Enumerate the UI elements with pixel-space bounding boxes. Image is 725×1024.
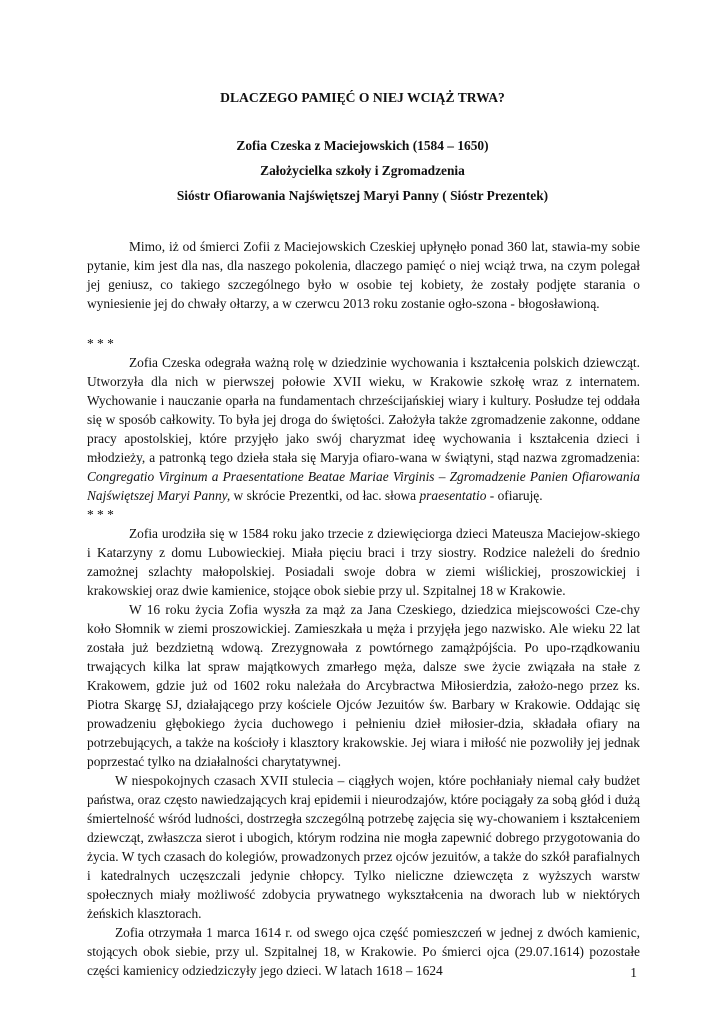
- paragraph-3: Zofia urodziła się w 1584 roku jako trzecie z dziewięciorga dzieci Mateusza Maciejow-skiego i Katarzyny z domu Lubowieckiej. Miała pięciu braci i trzy siostry. Rodzice należeli do średnio zamożnej szlachty małopolskiej. Posiadali swoje dobra w ziemi wiślickiej, proszowickiej i krakowskiej oraz dwie kamienice, stojące obok siebie przy ul. Szpitalnej 18 w Krakowie.: [87, 526, 640, 598]
- paragraph-2-text-c: - ofiaruję.: [486, 488, 543, 503]
- subtitle-line-1: Zofia Czeska z Maciejowskich (1584 – 1650): [236, 138, 489, 153]
- paragraph-2: [87, 353, 640, 505]
- subtitle-line-2: Założycielka szkoły i Zgromadzenia: [260, 163, 465, 178]
- document-title: DLACZEGO PAMIĘĆ O NIEJ WCIĄŻ TRWA?: [220, 90, 505, 105]
- page-number: 1: [630, 965, 637, 980]
- paragraph-6: Zofia otrzymała 1 marca 1614 r. od swego ojca część pomieszczeń w jednej z dwóch kamienic, stojących obok siebie, przy ul. Szpitalnej 18, w Krakowie. Po śmierci ojca (29.07.1614) pozostałe części kamienicy odziedziczyły jego dzieci. W latach 1618 – 1624: [87, 925, 640, 978]
- main-section: [87, 334, 640, 980]
- separator-2: * * *: [87, 507, 114, 522]
- subtitle-line-3: Sióstr Ofiarowania Najświętszej Maryi Panny ( Sióstr Prezentek): [176, 188, 549, 203]
- intro-section: [87, 237, 640, 313]
- paragraph-2-latin-name: Congregatio Virginum a Praesentatione Beatae Mariae Virginis – Zgromadzenie Panien Ofiarowania Najświętszej Maryi Panny,: [87, 469, 640, 503]
- paragraph-4: W 16 roku życia Zofia wyszła za mąż za Jana Czeskiego, dziedzica miejscowości Cze-chy koło Słomnik w ziemi proszowickiej. Zamieszkała u męża i przyjęła jego nazwisko. Ale wieku 22 lat została już bezdzietną wdową. Zrezygnowała z powtórnego zamążpójścia. Po upo-rządkowaniu trwających kilka lat spraw majątkowych zmarłego męża, dalsze swe życie związała na stałe z Krakowem, gdzie już od 1602 roku należała do Arcybractwa Miłosierdzia, założo-nego przez ks. Piotra Skargę SJ, działającego przy kościele Ojców Jezuitów św. Barbary w Krakowie. Oddając się prowadzeniu głębokiego życia duchowego i pełnieniu dzieł miłosier-dzia, składała ofiary na potrzebujących, a także na kościoły i klasztory krakowskie. Jej wiara i miłość nie pozwoliły jej jednak poprzestać tylko na działalności charytatywnej.: [87, 602, 640, 769]
- paragraph-5: W niespokojnych czasach XVII stulecia – ciągłych wojen, które pochłaniały niemal cały budżet państwa, oraz często nawiedzających kraj epidemii i nieurodzajów, które pociągały za sobą głód i dużą śmiertelność wśród ludności, dostrzegła szczególną potrzebę zajęcia się wy-chowaniem i kształceniem dziewcząt, zwłaszcza sierot i ubogich, którym rodzina nie mogła zapewnić dobrego przygotowania do życia. W tych czasach do kolegiów, prowadzonych przez ojców jezuitów, a także do szkół parafialnych i katedralnych uczęszczali jedynie chłopcy. Tylko nieliczne dziewczęta z wyższych warstw społecznych miały możliwość zdobycia prywatnego wykształcenia na dworach lub w niektórych żeńskich klasztorach.: [87, 773, 640, 921]
- intro-paragraph: Mimo, iż od śmierci Zofii z Maciejowskich Czeskiej upłynęło ponad 360 lat, stawia-my sobie pytanie, kim jest dla nas, dla naszego pokolenia, dlaczego pamięć o niej wciąż trwa, na czym polegał jej geniusz, co takiego szczególnego było w osobie tej kobiety, że zostały podjęte starania o wyniesienie jej do chwały ołtarzy, a w czerwcu 2013 roku zostanie ogło-szona - błogosławioną.: [87, 239, 640, 311]
- paragraph-2-latin-word: praesentatio: [419, 488, 487, 503]
- paragraph-2-text-a: Zofia Czeska odegrała ważną rolę w dziedzinie wychowania i kształcenia polskich dziewcząt. Utworzyła dla nich w pierwszej połowie XVII wieku, w Krakowie szkołę wraz z internatem. Wychowanie i nauczanie oparła na fundamentach chrześcijańskiej wiary i kultury. Posłudze tej oddała się w sposób całkowity. To była jej droga do świętości. Założyła także zgromadzenie zakonne, oddane pracy apostolskiej, które przyjęło jako swój charyzmat ideę wychowania i kształcenia dzieci i młodzieży, a patronką tego dzieła stała się Maryja ofiaro-wana w świątyni, stąd nazwa zgromadzenia:: [87, 355, 640, 465]
- separator-1: * * *: [87, 336, 114, 351]
- paragraph-2-text-b: w skrócie Prezentki, od łac. słowa: [230, 488, 420, 503]
